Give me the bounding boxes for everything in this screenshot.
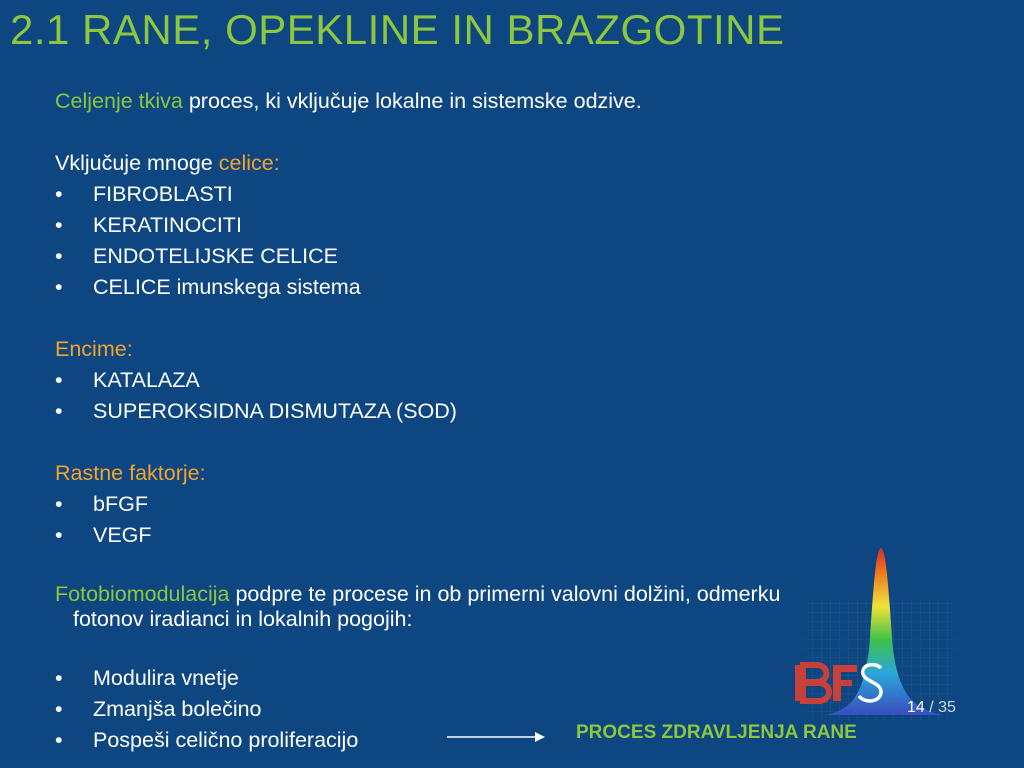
bullet-icon: • [55,523,63,547]
intro-line [55,86,955,117]
arrow-right-icon [447,727,547,747]
cells-lead: Vključuje mnoge [55,151,219,175]
list-item-label: Pospeši celično proliferacijo [93,728,359,752]
bullet-icon: • [55,728,63,752]
bullet-icon: • [55,666,63,690]
bullet-icon: • [55,182,63,206]
enzymes-heading: Encime: [55,337,133,361]
bullet-icon: • [55,275,63,299]
list-item [55,241,955,272]
logo-text: BFS [785,540,787,541]
bfs-logo [785,540,965,725]
bullet-icon: • [55,368,63,392]
page-separator: / [929,699,934,716]
intro-text: proces, ki vključuje lokalne in sistemske odzive. [182,89,642,113]
list-item-label: Zmanjša bolečino [93,697,262,721]
list-item [55,396,955,427]
list-item [55,365,955,396]
photo-highlight: Fotobiomodulacija [55,582,230,606]
bullet-icon: • [55,213,63,237]
page-indicator [907,699,956,717]
list-item-label: FIBROBLASTI [93,182,233,206]
page-total: 35 [938,699,956,716]
list-item-label: Modulira vnetje [93,666,239,690]
list-item [55,272,955,303]
list-item-label: ENDOTELIJSKE CELICE [93,244,338,268]
bullet-icon: • [55,492,63,516]
list-item [55,210,955,241]
cells-heading [55,148,955,179]
list-item-label: SUPEROKSIDNA DISMUTAZA (SOD) [93,399,457,423]
photo-text-1: podpre te procese in ob primerni valovni dolžini, odmerku [229,582,781,606]
bullet-icon: • [55,697,63,721]
result-label: PROCES ZDRAVLJENJA RANE [576,722,857,743]
intro-highlight: Celjenje tkiva [55,89,183,113]
list-item-label: KATALAZA [93,368,200,392]
list-item-label: KERATINOCITI [93,213,242,237]
cells-highlight: celice: [218,151,280,175]
bullet-icon: • [55,399,63,423]
list-item [55,179,955,210]
slide-title: 2.1 RANE, OPEKLINE IN BRAZGOTINE [10,6,785,53]
page-current: 14 [907,699,925,716]
bullet-icon: • [55,244,63,268]
growth-heading: Rastne faktorje: [55,461,206,485]
list-item-label: bFGF [93,492,148,516]
photo-text-2: fotonov iradianci in lokalnih pogojih: [73,607,413,631]
list-item [55,489,955,520]
list-item-label: CELICE imunskega sistema [93,275,361,299]
list-item-label: VEGF [93,523,152,547]
